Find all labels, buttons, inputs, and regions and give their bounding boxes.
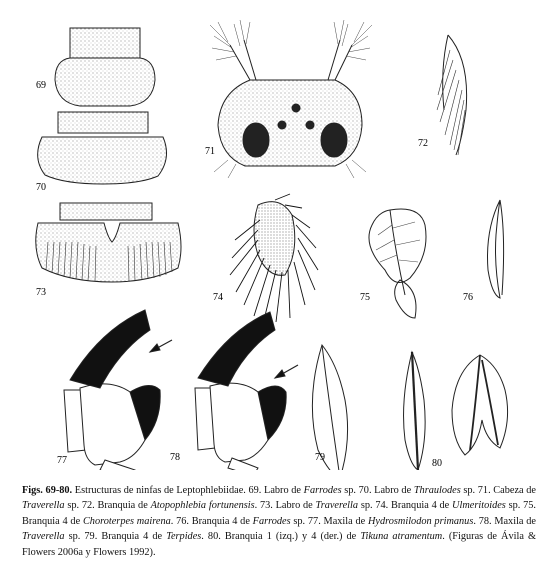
fig-70-labrum-drawing [38, 112, 167, 184]
caption-segment: . 73. Labro de [254, 500, 316, 512]
fig-label-79: 79 [315, 452, 325, 463]
fig-76-gill-drawing [488, 200, 504, 298]
fig-80-gill-left-drawing [404, 352, 426, 470]
fig-label-75: 75 [360, 292, 370, 303]
fig-label-71: 71 [205, 146, 215, 157]
caption-segment: Atopophlebia fortunensis [150, 500, 255, 512]
caption-segment: sp. 74. Branquia 4 de [358, 500, 453, 512]
fig-label-70: 70 [36, 182, 46, 193]
caption-segment: sp. 77. Maxila de [290, 515, 368, 527]
fig-label-78: 78 [170, 452, 180, 463]
caption-segment: . 76. Branquia 4 de [170, 515, 253, 527]
caption-segment: Terpides [166, 531, 202, 543]
caption-segment: Hydrosmilodon primanus [367, 515, 474, 527]
fig-label-74: 74 [213, 292, 223, 303]
caption-body [22, 485, 536, 558]
caption-segment: Estructuras de ninfas de Leptophlebiidae. 69. Labro de [72, 485, 304, 496]
fig-label-69: 69 [36, 80, 46, 91]
caption-segment: Farrodes [303, 485, 342, 496]
fig-label-76: 76 [463, 292, 473, 303]
fig-69-labrum-drawing [55, 28, 155, 106]
caption-segment: sp. 70. Labro de [341, 485, 414, 496]
fig-label-73: 73 [36, 287, 46, 298]
fig-label-72: 72 [418, 138, 428, 149]
caption-segment: . 78. Maxila de [473, 515, 536, 527]
caption-segment: Farrodes [252, 515, 291, 527]
caption-segment: Traverella [22, 531, 65, 543]
fig-74-gill-drawing [230, 194, 318, 322]
fig-77-maxilla-drawing [64, 310, 172, 470]
fig-71-head-drawing [210, 20, 372, 178]
caption-segment: sp. 75. Branquia 4 de [22, 500, 536, 527]
caption-segment: Ulmeritoides [452, 500, 506, 512]
caption-segment: sp. 71. Cabeza de [460, 485, 536, 496]
caption-segment: Tikuna atramentum [360, 531, 443, 543]
caption-segment: Choroterpes mairena [82, 515, 171, 527]
fig-label-80: 80 [432, 458, 442, 469]
caption-segment: . (Figuras de Ávila & Flowers 2006a y Flowers 1992). [22, 531, 536, 558]
fig-label-77: 77 [57, 455, 67, 466]
fig-73-labrum-drawing [36, 203, 181, 282]
caption-segment: sp. 79. Branquia 4 de [64, 531, 167, 543]
caption-segment: . 80. Branquia 1 (izq.) y 4 (der.) de [201, 531, 361, 543]
caption-segment: Traverella [315, 500, 359, 512]
fig-78-maxilla-drawing [195, 312, 298, 470]
fig-80-gill-right-drawing [452, 355, 508, 455]
fig-75-gill-drawing [369, 209, 426, 318]
caption-segment: Thraulodes [413, 485, 461, 496]
caption-segment: sp. 72. Branquia de [64, 500, 151, 512]
caption-lead: Figs. 69-80. [22, 485, 73, 496]
caption-segment: Traverella [22, 500, 65, 512]
figure-caption [22, 483, 536, 560]
fig-72-gill-drawing [437, 35, 467, 155]
